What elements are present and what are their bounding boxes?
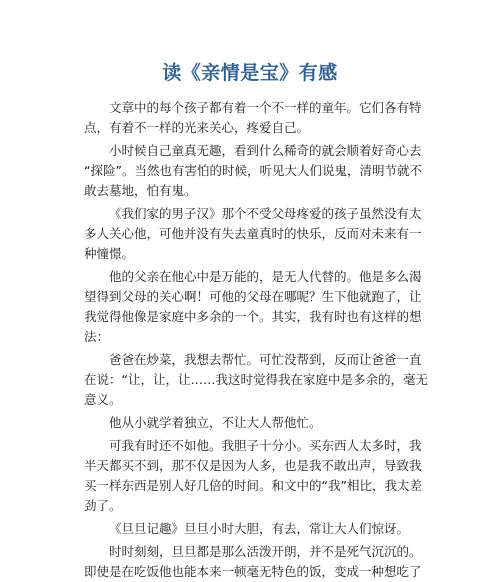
text-line: 意义。	[84, 392, 122, 407]
text-line: 在说：“让，让，让……我这时觉得我在家庭中是多余的，毫无	[84, 372, 428, 387]
text-line: 他从小就学着独立，不让大人帮他忙。	[109, 415, 322, 430]
text-line: 点，有着不一样的光来关心，疼爱自己。	[84, 120, 310, 135]
text-line: 种憧憬。	[84, 246, 135, 261]
text-line: 即使是在吃饭他也能本来一顿毫无特色的饭，变成一种想吃了	[84, 564, 422, 579]
text-line: 文章中的每个孩子都有着一个不一样的童年。它们各有特	[109, 100, 422, 115]
text-line: 法：	[84, 329, 110, 344]
text-line: 《我们家的男子汉》那个不受父母疼爱的孩子虽然没有太	[109, 206, 422, 221]
document-title: 读《亲情是宝》有感	[162, 62, 338, 84]
text-line: 望得到父母的关心啊！可他的父母在哪呢？生下他就跑了，让	[84, 289, 422, 304]
text-line: 可我有时还不如他。我胆子十分小。买东西人太多时，我	[109, 438, 422, 453]
text-line: 买一样东西是别人好几倍的时间。和文中的“我”相比，我太差	[84, 478, 422, 493]
text-line: 他的父亲在他心中是万能的，是无人代替的。他是多么渴	[109, 269, 422, 284]
document-body	[84, 98, 430, 582]
text-line: 敢去墓地，怕有鬼。	[84, 183, 197, 198]
text-line: 半天都买不到，那不仅是因为人多，也是我不敢出声，导致我	[84, 458, 422, 473]
text-line: 《旦旦记趣》旦旦小时大胆，有去，常让大人们惊讶。	[109, 521, 410, 536]
text-line: 劲了。	[84, 498, 122, 513]
text-line: 小时候自己童真无趣，看到什么稀奇的就会顺着好奇心去	[109, 143, 422, 158]
text-line: “探险”。当然也有害怕的时候，听见大人们说鬼，清明节就不	[84, 163, 422, 178]
text-line: 时时刻刻，旦旦都是那么活泼开朗，并不是死气沉沉的。	[109, 544, 422, 559]
text-line: 爸爸在炒菜，我想去帮忙。可忙没帮到，反而让爸爸一直	[109, 352, 422, 367]
text-line: 多人关心他，可他并没有失去童真时的快乐，反而对未来有一	[84, 226, 422, 241]
text-line: 我觉得他像是家庭中多余的一个。其实，我有时也有这样的想	[84, 309, 422, 324]
